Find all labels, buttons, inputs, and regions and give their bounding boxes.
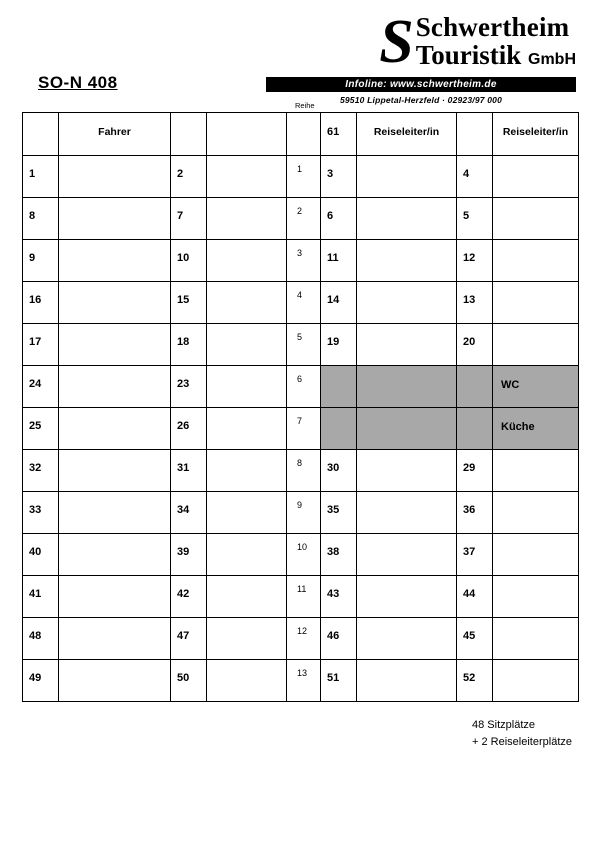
table-row (23, 660, 579, 702)
seat-cell-right-window[interactable] (457, 324, 493, 366)
seat-number: 38 (327, 546, 340, 558)
seat-name-left-aisle[interactable] (207, 156, 287, 198)
seat-cell-left-aisle[interactable] (171, 240, 207, 282)
seat-cell-right-aisle[interactable] (321, 324, 357, 366)
seat-plan-table (22, 112, 579, 702)
seat-cell-right-window[interactable] (457, 618, 493, 660)
seat-name-left-aisle[interactable] (207, 240, 287, 282)
row-number-cell (287, 450, 321, 492)
header-label-seat-61: 61 (327, 126, 340, 138)
seat-number: 46 (327, 630, 340, 642)
note-seat-count: 48 Sitzplätze (472, 719, 535, 731)
row-number: 7 (297, 416, 303, 426)
row-number-cell (287, 534, 321, 576)
seat-number: 1 (29, 168, 36, 180)
header-cell-empty-5 (457, 113, 493, 156)
table-row (23, 366, 579, 408)
seat-cell-right-aisle[interactable] (321, 492, 357, 534)
seat-name-right-window[interactable] (493, 156, 579, 198)
seat-name-left-window[interactable] (59, 240, 171, 282)
seat-number: 4 (463, 168, 470, 180)
seat-name-left-window[interactable] (59, 618, 171, 660)
table-header-row (23, 113, 579, 156)
seat-number: 51 (327, 672, 340, 684)
seat-number: 15 (177, 294, 190, 306)
seat-cell-right-aisle[interactable] (321, 618, 357, 660)
row-number: 3 (297, 248, 303, 258)
seat-number: 7 (177, 210, 184, 222)
seat-number: 45 (463, 630, 476, 642)
seat-name-left-aisle[interactable] (207, 534, 287, 576)
seat-cell-left-window[interactable] (23, 450, 59, 492)
seat-number: 36 (463, 504, 476, 516)
seat-cell-right-aisle[interactable] (321, 240, 357, 282)
seat-name-right-window[interactable] (493, 324, 579, 366)
seat-cell-right-window[interactable] (457, 534, 493, 576)
seat-cell-right-aisle[interactable] (321, 534, 357, 576)
row-number-cell (287, 324, 321, 366)
table-row (23, 618, 579, 660)
seat-number: 6 (327, 210, 334, 222)
seat-cell-right-window[interactable] (457, 282, 493, 324)
seat-name-right-aisle[interactable] (357, 366, 457, 408)
row-number: 10 (297, 542, 308, 552)
header-cell-fahrer (59, 113, 171, 156)
row-number: 9 (297, 500, 303, 510)
seat-cell-right-aisle[interactable] (321, 450, 357, 492)
seat-cell-left-window[interactable] (23, 240, 59, 282)
facility-cell (493, 408, 579, 450)
seat-name-right-aisle[interactable] (357, 198, 457, 240)
seat-name-right-aisle[interactable] (357, 618, 457, 660)
row-number-cell (287, 156, 321, 198)
facility-label: WC (501, 379, 520, 391)
seat-number: 8 (29, 210, 36, 222)
seat-name-right-aisle[interactable] (357, 324, 457, 366)
seat-cell-left-window[interactable] (23, 492, 59, 534)
logo-text-group (416, 14, 576, 74)
seat-name-right-aisle[interactable] (357, 576, 457, 618)
seat-number: 10 (177, 252, 190, 264)
seat-cell-left-aisle[interactable] (171, 408, 207, 450)
header-cell-seat-61 (321, 113, 357, 156)
seat-number: 43 (327, 588, 340, 600)
logo-infoline-bar: Infoline: www.schwertheim.de (266, 77, 576, 92)
seat-number: 48 (29, 630, 42, 642)
row-number: 2 (297, 206, 303, 216)
seat-number: 2 (177, 168, 184, 180)
seat-name-right-aisle[interactable] (357, 156, 457, 198)
seat-number: 3 (327, 168, 334, 180)
seat-number: 11 (327, 252, 339, 264)
logo-wordmark (266, 8, 576, 76)
seat-name-left-aisle[interactable] (207, 576, 287, 618)
seat-cell-right-aisle[interactable] (321, 366, 357, 408)
facility-label: Küche (501, 421, 535, 433)
seat-cell-left-window[interactable] (23, 408, 59, 450)
seat-cell-left-aisle[interactable] (171, 450, 207, 492)
row-number: 12 (297, 626, 308, 636)
row-number-cell (287, 240, 321, 282)
seat-name-right-window[interactable] (493, 576, 579, 618)
header-label-reiseleiter-2: Reiseleiter/in (502, 126, 569, 138)
row-number: 6 (297, 374, 303, 384)
seat-cell-left-window[interactable] (23, 282, 59, 324)
row-number: 1 (297, 164, 303, 174)
row-number-cell (287, 492, 321, 534)
seat-name-right-window[interactable] (493, 198, 579, 240)
logo-line-touristik (416, 41, 576, 74)
seat-name-right-window[interactable] (493, 492, 579, 534)
table-row (23, 450, 579, 492)
seat-cell-right-aisle[interactable] (321, 282, 357, 324)
row-number-cell (287, 660, 321, 702)
seat-cell-left-aisle[interactable] (171, 618, 207, 660)
seat-name-left-window[interactable] (59, 660, 171, 702)
seat-name-left-aisle[interactable] (207, 324, 287, 366)
seat-number: 12 (463, 252, 476, 264)
header-cell-empty-1 (23, 113, 59, 156)
seat-cell-right-window[interactable] (457, 240, 493, 282)
row-number-cell (287, 366, 321, 408)
seat-cell-left-aisle[interactable] (171, 660, 207, 702)
seat-name-left-window[interactable] (59, 198, 171, 240)
facility-cell (493, 366, 579, 408)
seat-number: 30 (327, 462, 340, 474)
seat-number: 41 (29, 588, 42, 600)
seat-name-right-aisle[interactable] (357, 450, 457, 492)
seat-number: 39 (177, 546, 190, 558)
seat-number: 52 (463, 672, 476, 684)
table-row (23, 576, 579, 618)
seat-name-right-aisle[interactable] (357, 282, 457, 324)
reihe-column-label: Reihe (295, 101, 315, 110)
seat-cell-left-window[interactable] (23, 576, 59, 618)
seat-cell-left-aisle[interactable] (171, 156, 207, 198)
seat-name-right-window[interactable] (493, 450, 579, 492)
seat-number: 33 (29, 504, 42, 516)
header-label-reiseleiter-1: Reiseleiter/in (373, 126, 440, 138)
seat-name-left-aisle[interactable] (207, 366, 287, 408)
seat-cell-left-aisle[interactable] (171, 198, 207, 240)
seat-number: 24 (29, 378, 42, 390)
row-number: 4 (297, 290, 303, 300)
row-number: 11 (297, 584, 307, 594)
seat-cell-right-window[interactable] (457, 576, 493, 618)
seat-cell-right-aisle[interactable] (321, 408, 357, 450)
seat-cell-right-aisle[interactable] (321, 198, 357, 240)
logo-touristik-text: Touristik (415, 40, 522, 70)
seat-name-left-aisle[interactable] (207, 492, 287, 534)
seat-cell-left-window[interactable] (23, 618, 59, 660)
seat-number: 13 (463, 294, 476, 306)
seat-number: 29 (463, 462, 476, 474)
header-cell-empty-4 (287, 113, 321, 156)
seat-count-notes (472, 717, 572, 751)
seat-cell-right-window[interactable] (457, 366, 493, 408)
seat-cell-right-window[interactable] (457, 198, 493, 240)
header-cell-reiseleiter-2 (493, 113, 579, 156)
seat-cell-left-aisle[interactable] (171, 534, 207, 576)
seat-cell-right-aisle[interactable] (321, 156, 357, 198)
seat-number: 40 (29, 546, 42, 558)
seat-name-right-aisle[interactable] (357, 534, 457, 576)
row-number: 8 (297, 458, 303, 468)
seat-name-left-window[interactable] (59, 576, 171, 618)
table-row (23, 240, 579, 282)
seat-cell-left-window[interactable] (23, 660, 59, 702)
seat-cell-left-window[interactable] (23, 156, 59, 198)
row-number: 13 (297, 668, 308, 678)
seat-name-left-window[interactable] (59, 324, 171, 366)
logo-gmbh-text: GmbH (528, 51, 576, 68)
table-row (23, 282, 579, 324)
seat-number: 37 (463, 546, 476, 558)
logo-initial-letter: S (379, 8, 414, 76)
seat-name-left-aisle[interactable] (207, 198, 287, 240)
seat-name-left-window[interactable] (59, 450, 171, 492)
seat-number: 50 (177, 672, 190, 684)
seat-name-right-aisle[interactable] (357, 492, 457, 534)
seat-name-left-window[interactable] (59, 492, 171, 534)
seat-name-left-aisle[interactable] (207, 408, 287, 450)
seat-name-left-window[interactable] (59, 408, 171, 450)
seat-name-left-aisle[interactable] (207, 618, 287, 660)
seat-cell-left-window[interactable] (23, 534, 59, 576)
seat-name-left-window[interactable] (59, 366, 171, 408)
seat-number: 44 (463, 588, 476, 600)
seat-name-right-window[interactable] (493, 618, 579, 660)
seat-name-right-window[interactable] (493, 534, 579, 576)
header-cell-empty-3 (207, 113, 287, 156)
seat-name-right-aisle[interactable] (357, 660, 457, 702)
table-row (23, 156, 579, 198)
table-row (23, 324, 579, 366)
seat-cell-right-aisle[interactable] (321, 660, 357, 702)
table-row (23, 492, 579, 534)
header-label-fahrer: Fahrer (98, 126, 131, 138)
table-row (23, 534, 579, 576)
seat-cell-left-aisle[interactable] (171, 366, 207, 408)
seat-name-left-window[interactable] (59, 282, 171, 324)
seat-name-left-aisle[interactable] (207, 450, 287, 492)
seat-cell-right-window[interactable] (457, 660, 493, 702)
seat-number: 17 (29, 336, 42, 348)
seat-cell-right-window[interactable] (457, 408, 493, 450)
seat-number: 18 (177, 336, 190, 348)
header-cell-reiseleiter-1 (357, 113, 457, 156)
seat-name-left-aisle[interactable] (207, 660, 287, 702)
seat-number: 14 (327, 294, 340, 306)
row-number-cell (287, 618, 321, 660)
seat-cell-right-window[interactable] (457, 156, 493, 198)
seat-cell-left-aisle[interactable] (171, 324, 207, 366)
seat-cell-left-window[interactable] (23, 366, 59, 408)
seat-number: 42 (177, 588, 190, 600)
table-row (23, 198, 579, 240)
company-logo (266, 8, 576, 105)
seat-number: 49 (29, 672, 42, 684)
seat-number: 19 (327, 336, 340, 348)
seat-name-right-window[interactable] (493, 282, 579, 324)
seat-number: 32 (29, 462, 42, 474)
row-number-cell (287, 198, 321, 240)
note-guide-seats: + 2 Reiseleiterplätze (472, 736, 572, 748)
row-number-cell (287, 576, 321, 618)
row-number: 5 (297, 332, 303, 342)
seat-cell-right-window[interactable] (457, 492, 493, 534)
table-row (23, 408, 579, 450)
seat-number: 47 (177, 630, 190, 642)
seat-number: 31 (177, 462, 190, 474)
logo-line-schwertheim: Schwertheim (415, 12, 570, 42)
seat-number: 20 (463, 336, 476, 348)
seat-cell-right-aisle[interactable] (321, 576, 357, 618)
seat-cell-left-window[interactable] (23, 198, 59, 240)
seat-number: 35 (327, 504, 340, 516)
seat-cell-left-aisle[interactable] (171, 282, 207, 324)
seat-cell-right-window[interactable] (457, 450, 493, 492)
seat-name-left-window[interactable] (59, 156, 171, 198)
seat-number: 9 (29, 252, 36, 264)
seat-number: 23 (177, 378, 190, 390)
row-number-cell (287, 282, 321, 324)
seat-name-left-aisle[interactable] (207, 282, 287, 324)
seat-cell-left-window[interactable] (23, 324, 59, 366)
seat-name-right-aisle[interactable] (357, 408, 457, 450)
seat-number: 26 (177, 420, 190, 432)
logo-address: 59510 Lippetal-Herzfeld · 02923/97 000 (339, 95, 503, 105)
row-number-cell (287, 408, 321, 450)
seat-name-right-aisle[interactable] (357, 240, 457, 282)
header-cell-empty-2 (171, 113, 207, 156)
seat-number: 16 (29, 294, 42, 306)
seat-name-right-window[interactable] (493, 240, 579, 282)
seat-cell-left-aisle[interactable] (171, 576, 207, 618)
seat-cell-left-aisle[interactable] (171, 492, 207, 534)
seat-number: 5 (463, 210, 470, 222)
page-title: SO-N 408 (38, 73, 118, 92)
seat-number: 25 (29, 420, 42, 432)
seat-number: 34 (177, 504, 190, 516)
seat-name-right-window[interactable] (493, 660, 579, 702)
seat-name-left-window[interactable] (59, 534, 171, 576)
